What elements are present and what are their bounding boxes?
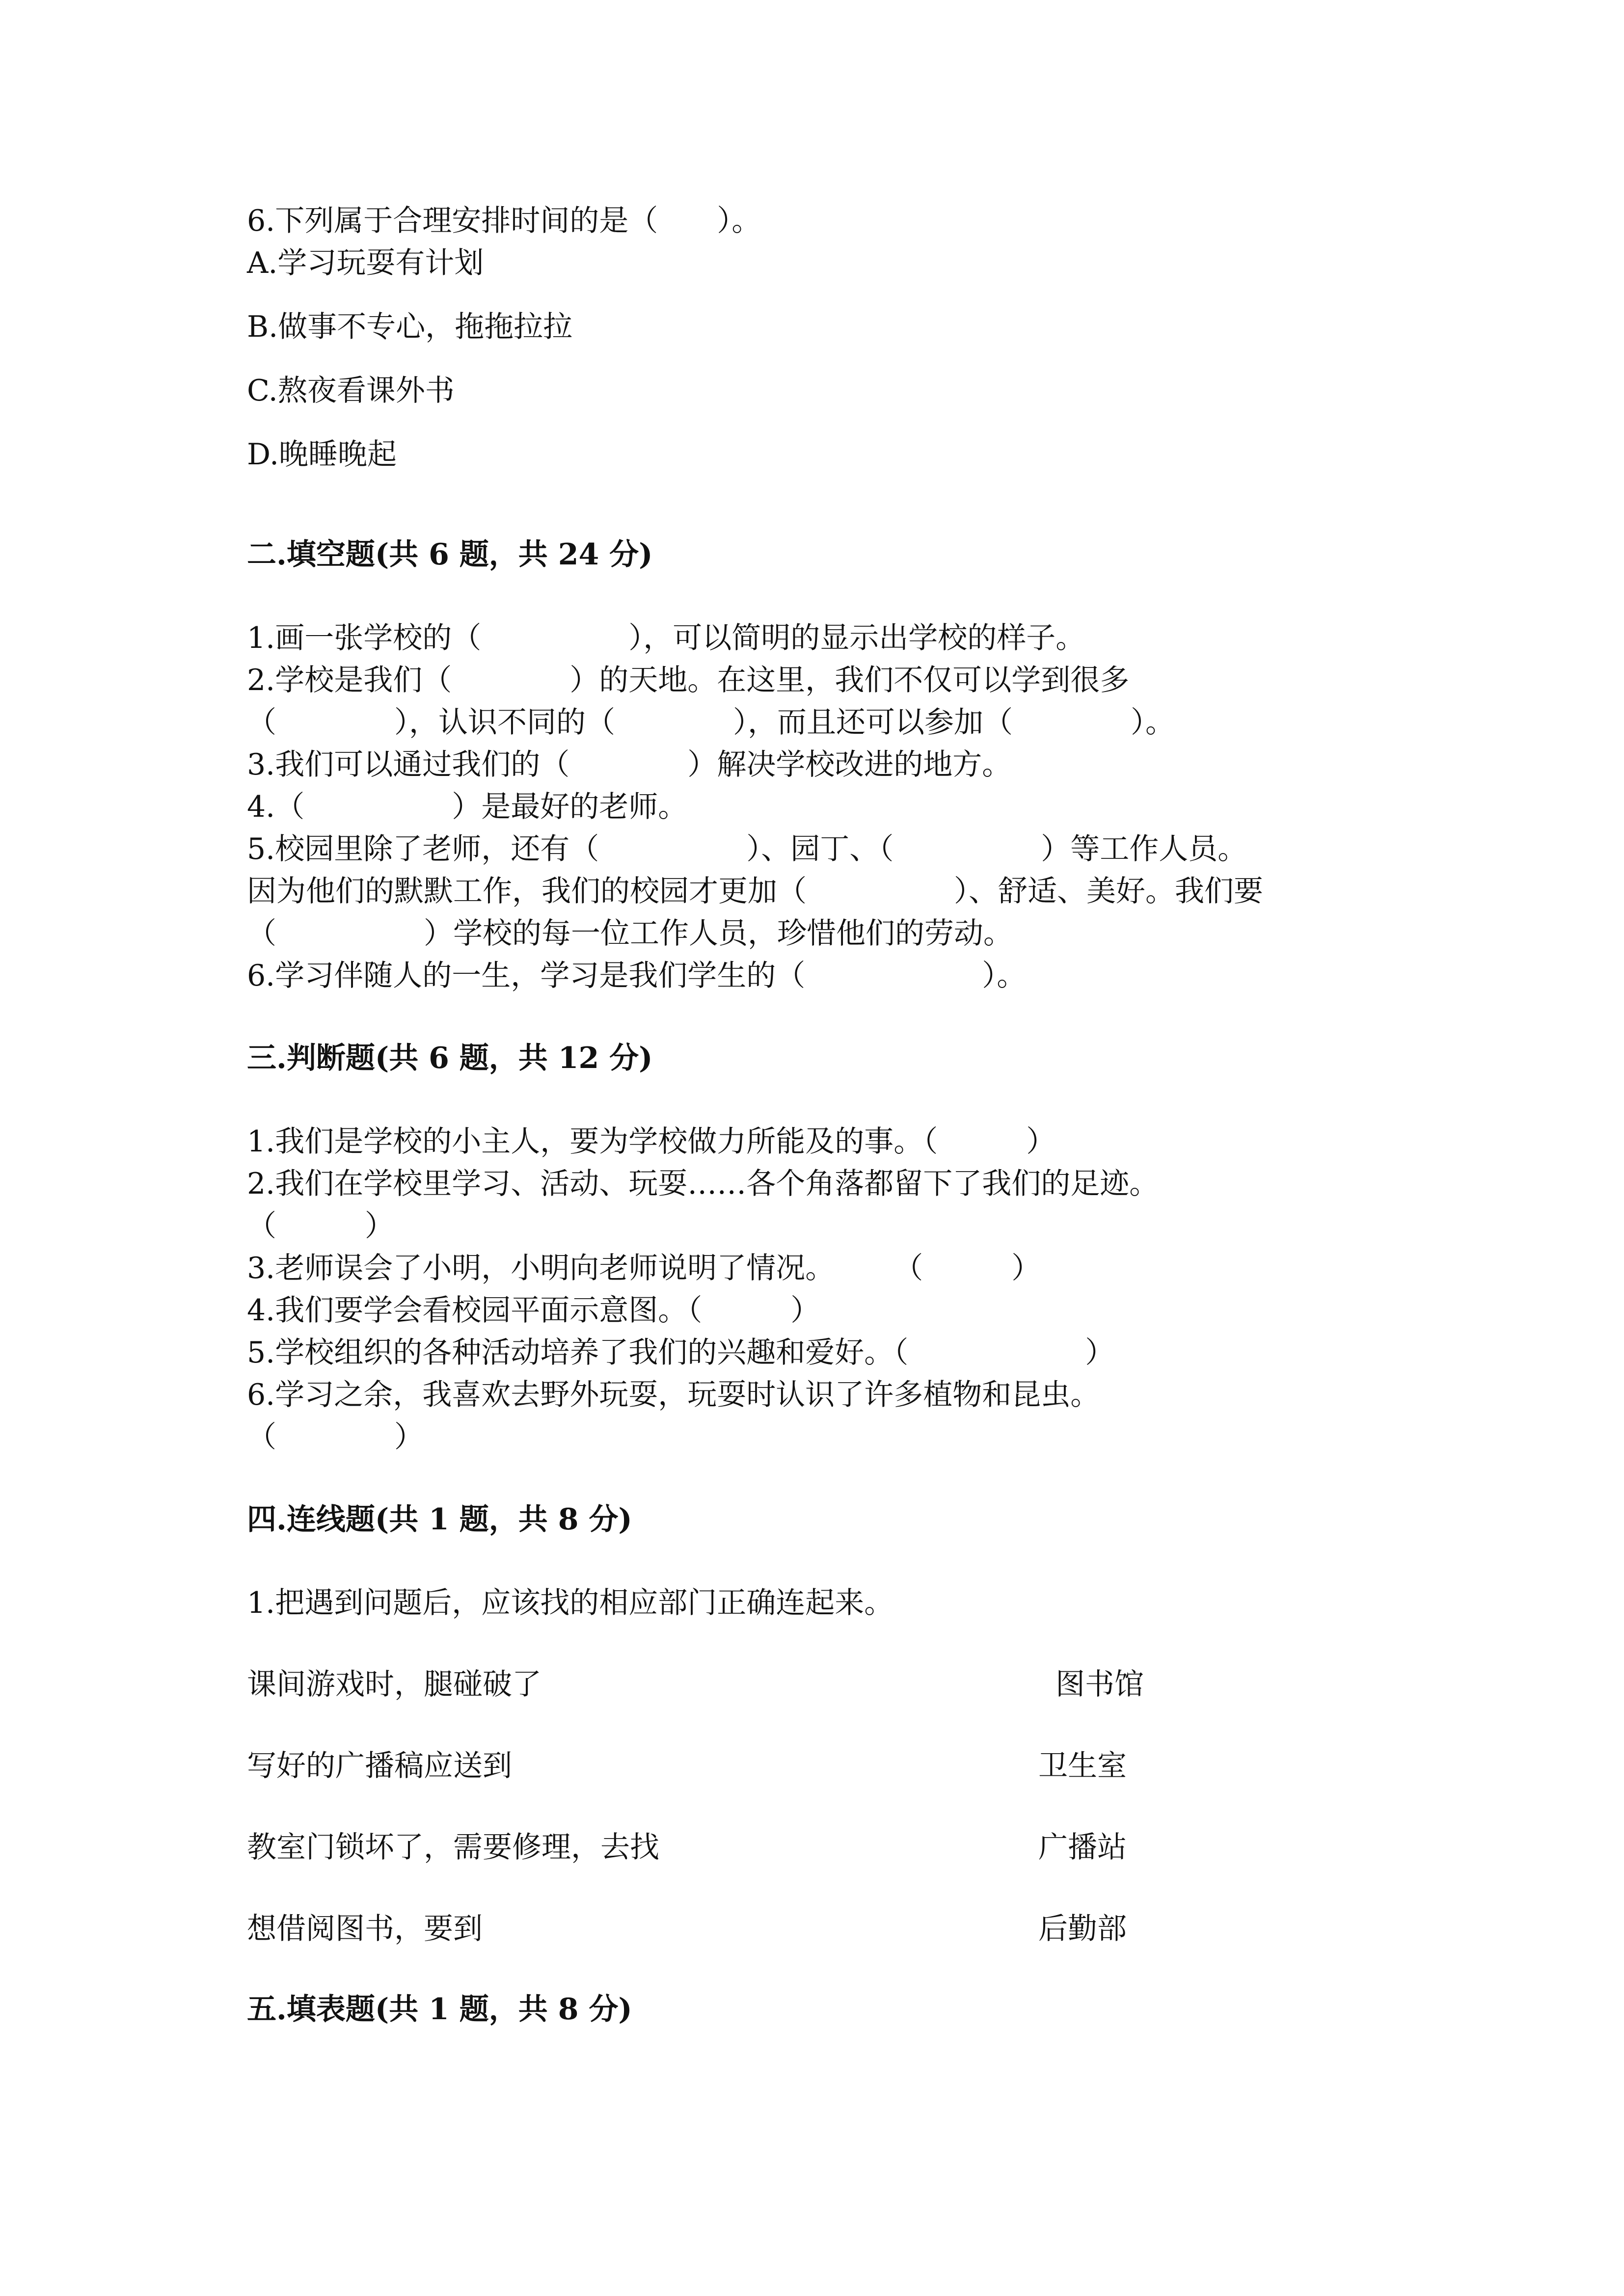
judge-line-4: 3.老师误会了小明，小明向老师说明了情况。 （ ） xyxy=(247,1251,1041,1285)
match-right-2: 卫生室 xyxy=(1038,1749,1127,1783)
judge-line-3: （ ） xyxy=(247,1209,394,1243)
judge-line-2: 2.我们在学校里学习、活动、玩耍……各个角落都留下了我们的足迹。 xyxy=(247,1167,1159,1201)
match-left-3: 教室门锁坏了，需要修理，去找 xyxy=(247,1830,659,1865)
fill-line-4: 3.我们可以通过我们的（ ）解决学校改进的地方。 xyxy=(247,748,1012,782)
section-3-heading: 三.判断题(共 6 题，共 12 分) xyxy=(247,1041,653,1075)
match-right-4: 后勤部 xyxy=(1038,1912,1127,1946)
judge-line-1: 1.我们是学校的小主人，要为学校做力所能及的事。（ ） xyxy=(247,1124,1056,1159)
match-right-3: 广播站 xyxy=(1038,1830,1127,1865)
section-4-heading: 四.连线题(共 1 题，共 8 分) xyxy=(247,1502,632,1537)
option-d: D.晚睡晚起 xyxy=(247,437,397,472)
judge-line-8: （ ） xyxy=(247,1420,424,1454)
question-6-stem: 6.下列属于合理安排时间的是（ ）。 xyxy=(247,204,761,238)
match-left-2: 写好的广播稿应送到 xyxy=(247,1749,512,1783)
fill-line-1: 1.画一张学校的（ ），可以简明的显示出学校的样子。 xyxy=(247,621,1085,655)
matching-question: 1.把遇到问题后，应该找的相应部门正确连起来。 xyxy=(247,1586,894,1620)
fill-line-9: 6.学习伴随人的一生，学习是我们学生的（ ）。 xyxy=(247,959,1027,993)
match-left-4: 想借阅图书，要到 xyxy=(247,1912,483,1946)
judge-line-6: 5.学校组织的各种活动培养了我们的兴趣和爱好。（ ） xyxy=(247,1335,1115,1370)
judge-line-5: 4.我们要学会看校园平面示意图。（ ） xyxy=(247,1293,820,1328)
fill-line-2: 2.学校是我们（ ）的天地。在这里，我们不仅可以学到很多 xyxy=(247,663,1130,697)
fill-line-6: 5.校园里除了老师，还有（ ）、园丁、（ ）等工作人员。 xyxy=(247,832,1247,866)
fill-line-8: （ ）学校的每一位工作人员，珍惜他们的劳动。 xyxy=(247,916,1013,951)
fill-line-3: （ ），认识不同的（ ），而且还可以参加（ ）。 xyxy=(247,705,1175,740)
match-right-1: 图书馆 xyxy=(1056,1667,1144,1702)
option-b: B.做事不专心，拖拖拉拉 xyxy=(247,310,573,344)
fill-line-7: 因为他们的默默工作，我们的校园才更加（ ）、舒适、美好。我们要 xyxy=(247,874,1263,908)
judge-line-7: 6.学习之余，我喜欢去野外玩耍，玩耍时认识了许多植物和昆虫。 xyxy=(247,1378,1100,1412)
section-2-heading: 二.填空题(共 6 题，共 24 分) xyxy=(247,537,653,572)
section-5-heading: 五.填表题(共 1 题，共 8 分) xyxy=(247,1992,632,2027)
fill-line-5: 4.（ ）是最好的老师。 xyxy=(247,790,688,824)
option-a: A.学习玩耍有计划 xyxy=(247,246,484,280)
option-c: C.熬夜看课外书 xyxy=(247,374,455,408)
match-left-1: 课间游戏时，腿碰破了 xyxy=(247,1667,541,1702)
